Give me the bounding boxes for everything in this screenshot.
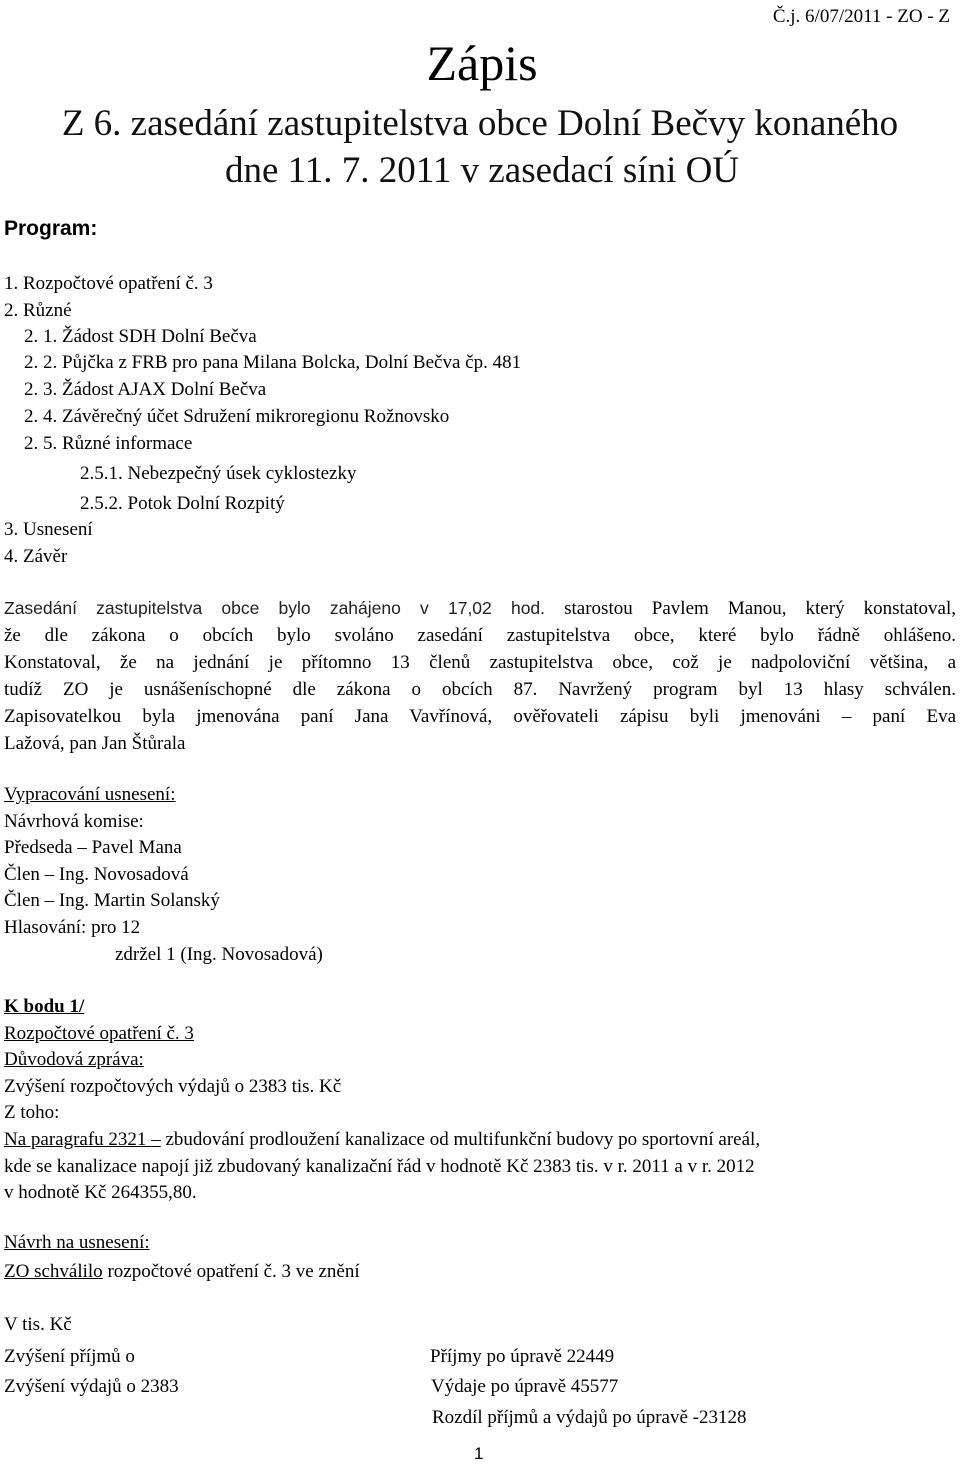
- expense-increase: Zvýšení výdajů o 2383: [4, 1376, 179, 1397]
- opening-line-4: tudíž ZO je usnášeníschopné dle zákona o obcích 87. Navržený program byl 13 hlasy schválen.: [4, 679, 956, 700]
- program-item-2-3: 2. 3. Žádost AJAX Dolní Bečva: [24, 379, 267, 400]
- program-item-1: 1. Rozpočtové opatření č. 3: [4, 273, 213, 294]
- program-item-2-5: 2. 5. Různé informace: [24, 433, 193, 454]
- program-item-4: 4. Závěr: [4, 546, 68, 567]
- committee-abstain: zdržel 1 (Ing. Novosadová): [115, 943, 323, 965]
- committee-block: [4, 782, 323, 968]
- document-reference: Č.j. 6/07/2011 - ZO - Z: [772, 6, 950, 27]
- opening-paragraph: [4, 595, 956, 757]
- committee-label: Návrhová komise:: [4, 810, 144, 832]
- committee-member-1: Člen – Ing. Novosadová: [4, 863, 189, 885]
- program-item-2-5-2: 2.5.2. Potok Dolní Rozpitý: [80, 493, 285, 514]
- program-item-2-2: 2. 2. Půjčka z FRB pro pana Milana Bolcka, Dolní Bečva čp. 481: [24, 352, 522, 373]
- item-1-paragraph-line-1: Na paragrafu 2321 – zbudování prodloužení kanalizace od multifunkční budovy po sportovní areál,: [4, 1128, 761, 1150]
- paragraph-label: Na paragrafu 2321: [4, 1128, 152, 1150]
- item-1-block: [4, 994, 760, 1207]
- item-1-paragraph-line-3: v hodnotě Kč 264355,80.: [4, 1182, 197, 1204]
- program-heading: Program:: [4, 217, 98, 240]
- committee-heading: Vypracování usnesení:: [4, 784, 176, 805]
- program-item-2-4: 2. 4. Závěrečný účet Sdružení mikroregionu Rožnovsko: [24, 406, 450, 427]
- income-after-adjustment: Příjmy po úpravě 22449: [430, 1346, 615, 1367]
- item-1-increase: Zvýšení rozpočtových výdajů o 2383 tis. Kč: [4, 1075, 342, 1097]
- opening-line-2: že dle zákona o obcích bylo svoláno zasedání zastupitelstva obce, které bylo řádně ohlášeno.: [4, 625, 956, 646]
- item-1-topic: Rozpočtové opatření č. 3: [4, 1022, 194, 1044]
- program-item-2-5-1: 2.5.1. Nebezpečný úsek cyklostezky: [80, 463, 357, 484]
- program-item-2: 2. Různé: [4, 300, 72, 321]
- difference-after-adjustment: Rozdíl příjmů a výdajů po úpravě -23128: [432, 1407, 747, 1428]
- subtitle-line-2: dne 11. 7. 2011 v zasedací síni OÚ: [224, 150, 740, 191]
- approved-text: ZO schválilo: [4, 1261, 103, 1282]
- program-item-3: 3. Usnesení: [4, 519, 93, 540]
- approval-line: ZO schválilo rozpočtové opatření č. 3 ve znění: [4, 1261, 360, 1282]
- document-subtitle: [0, 100, 960, 194]
- opening-line-1: Zasedání zastupitelstva obce bylo zahájeno v 17,02 hod. starostou Pavlem Manou, který konstatoval,: [4, 598, 956, 619]
- program-item-2-1: 2. 1. Žádost SDH Dolní Bečva: [24, 326, 257, 347]
- item-1-heading: K bodu 1/: [4, 996, 85, 1017]
- opening-line-5: Zapisovatelkou byla jmenována paní Jana Vavřínová, ověřovateli zápisu byli jmenováni – paní Eva: [4, 706, 956, 727]
- item-1-report-label: Důvodová zpráva:: [4, 1049, 144, 1071]
- opening-line-6: Lažová, pan Jan Štůrala: [4, 733, 186, 754]
- committee-chair: Předseda – Pavel Mana: [4, 837, 182, 859]
- committee-vote: Hlasování: pro 12: [4, 916, 141, 938]
- document-title: Zápis: [426, 35, 538, 91]
- item-1-of-which: Z toho:: [4, 1102, 60, 1124]
- proposal-label: Návrh na usnesení:: [4, 1232, 150, 1253]
- item-1-paragraph-line-2: kde se kanalizace napojí již zbudovaný kanalizační řád v hodnotě Kč 2383 tis. v r. 2011 a v r. 2012: [4, 1155, 755, 1177]
- unit-label: V tis. Kč: [4, 1314, 72, 1335]
- income-increase: Zvýšení příjmů o: [4, 1346, 135, 1367]
- subtitle-line-1: Z 6. zasedání zastupitelstva obce Dolní Bečvy konaného: [61, 103, 899, 144]
- committee-member-2: Člen – Ing. Martin Solanský: [4, 890, 220, 912]
- expense-after-adjustment: Výdaje po úpravě 45577: [431, 1376, 619, 1397]
- opening-line-3: Konstatoval, že na jednání je přítomno 13 členů zastupitelstva obce, což je nadpoloviční většina, a: [4, 652, 956, 673]
- page-number: 1: [474, 1444, 484, 1463]
